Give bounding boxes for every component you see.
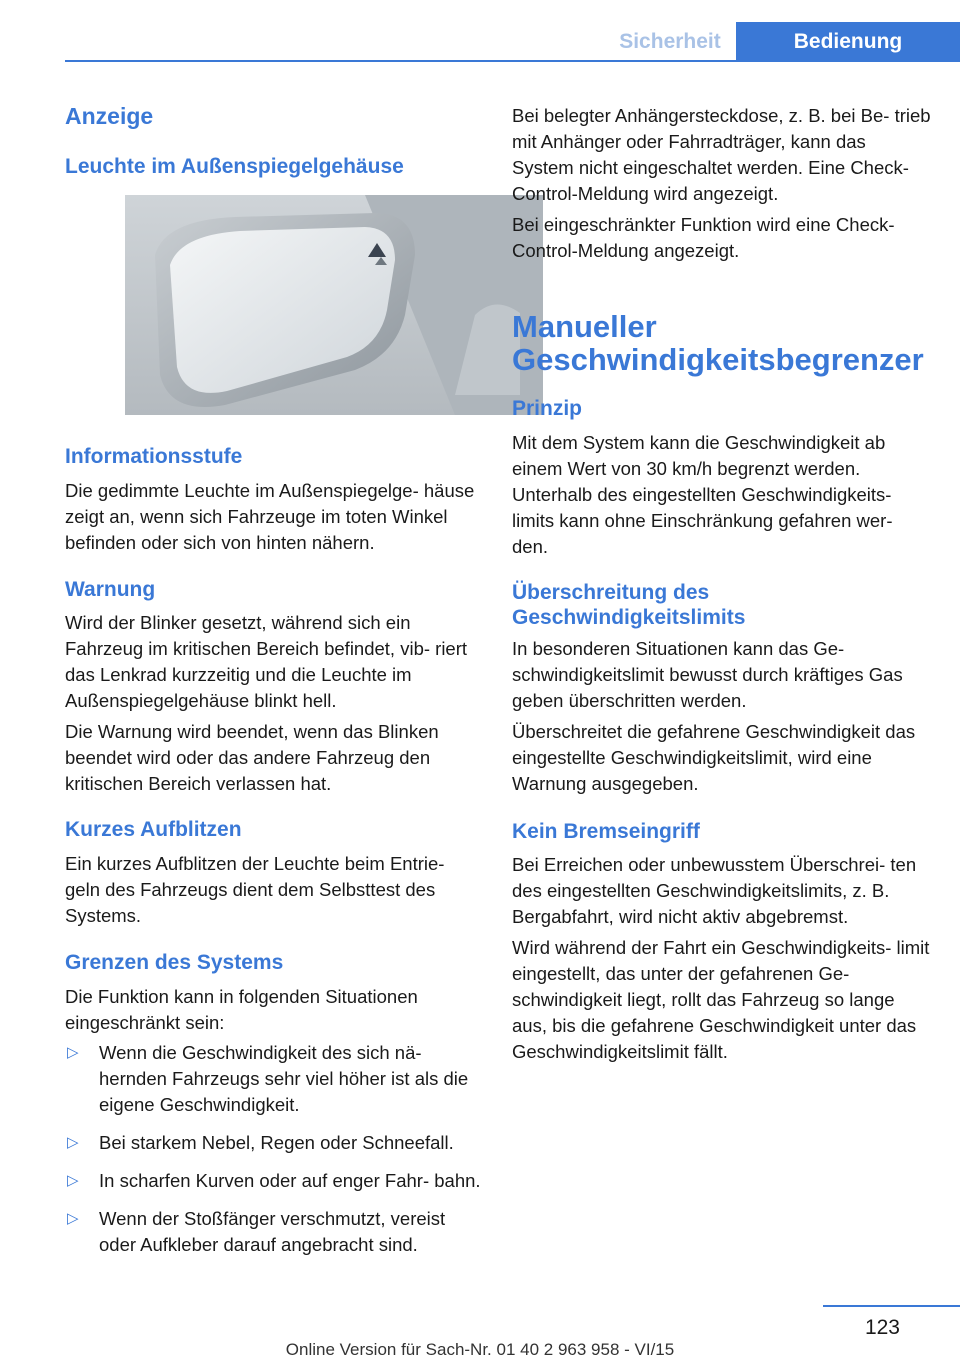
kein-bremseingriff-text-2: Wird während der Fahrt ein Geschwindigkeits‐ limit eingestellt, das unter der gefahrenen Ge‐ schwindigkeit liegt, rollt das Fahrzeug so lange aus, bis die gefahrene Geschwindigkeit unter das Geschwindigkeitslimit fällt.	[512, 937, 930, 1062]
triangle-bullet-icon: ▷	[67, 1134, 79, 1151]
warnung-text-2: Die Warnung wird beendet, wenn das Blinken beendet wird oder das andere Fahrzeug den kritischen Bereich verlassen hat.	[65, 721, 439, 794]
list-item: ▷ Wenn der Stoßfänger verschmutzt, vereist oder Aufkleber darauf angebracht sind.	[67, 1208, 446, 1255]
triangle-bullet-icon: ▷	[67, 1210, 79, 1227]
triangle-bullet-icon: ▷	[67, 1172, 79, 1189]
page-header	[65, 22, 960, 62]
tab-sicherheit[interactable]: Sicherheit	[619, 30, 721, 53]
heading-grenzen: Grenzen des Systems	[65, 951, 284, 974]
subheading-leuchte: Leuchte im Außenspiegelgehäuse	[65, 155, 404, 178]
heading-prinzip: Prinzip	[512, 397, 583, 420]
heading-informationsstufe: Informationsstufe	[65, 445, 243, 468]
ueberschreitung-text-1: In besonderen Situationen kann das Ge‐ schwindigkeitslimit bewusst durch kräftiges Gas geben überschritten werden.	[512, 638, 903, 711]
bullet-list	[65, 1040, 483, 1258]
ueberschreitung-text-2: Überschreitet die gefahrene Geschwindigkeit das eingestellte Geschwindigkeitslimit, wird eine Warnung ausgegeben.	[512, 721, 916, 794]
eingeschraenkt-text: Bei eingeschränkter Funktion wird eine Check- Control-Meldung angezeigt.	[512, 214, 895, 261]
heading-ueberschreitung: Überschreitung des Geschwindigkeitslimits	[512, 581, 746, 629]
mirror-illustration	[125, 195, 543, 415]
grenzen-text: Die Funktion kann in folgenden Situationen eingeschränkt sein:	[65, 986, 418, 1033]
informationsstufe-text: Die gedimmte Leuchte im Außenspiegelge‐ häuse zeigt an, wenn sich Fahrzeuge im toten Winkel befinden oder sich von hinten nähern.	[65, 480, 475, 553]
heading-warnung: Warnung	[65, 578, 156, 601]
online-version-note: Online Version für Sach-Nr. 01 40 2 963 958 - VI/15	[285, 1340, 675, 1359]
list-item: ▷ In scharfen Kurven oder auf enger Fahr‐ bahn.	[65, 1168, 483, 1194]
page-number: 123	[864, 1316, 900, 1339]
tab-bedienung[interactable]: Bedienung	[736, 22, 960, 62]
kurzes-aufblitzen-text: Ein kurzes Aufblitzen der Leuchte beim Entrie‐ geln des Fahrzeugs dient dem Selbsttest des Systems.	[65, 853, 445, 926]
warnung-text-1: Wird der Blinker gesetzt, während sich ein Fahrzeug im kritischen Bereich befindet, vib‐ riert das Lenkrad kurzzeitig und die Leuchte im Außenspiegelgehäuse blinkt hell.	[65, 612, 468, 711]
triangle-bullet-icon: ▷	[67, 1044, 79, 1061]
prinzip-text: Mit dem System kann die Geschwindigkeit ab einem Wert von 30 km/h begrenzt werden. Unterhalb des eingestellten Geschwindigkeits‐ limits kann ohne Einschränkung gefahren wer‐ den.	[512, 432, 893, 557]
list-item: ▷ Bei starkem Nebel, Regen oder Schneefall.	[65, 1130, 483, 1156]
header-divider	[65, 60, 960, 62]
anhaenger-text: Bei belegter Anhängersteckdose, z. B. bei Be‐ trieb mit Anhänger oder Fahrradträger, kann das System nicht eingeschaltet werden. Eine Check-Control-Meldung wird angezeigt.	[512, 105, 931, 204]
kein-bremseingriff-text-1: Bei Erreichen oder unbewusstem Überschrei‐ ten des eingestellten Geschwindigkeitslimits, z. B. Bergabfahrt, wird nicht aktiv abgebremst.	[512, 854, 917, 927]
footer-divider	[823, 1305, 960, 1307]
heading-kurzes-aufblitzen: Kurzes Aufblitzen	[65, 818, 242, 841]
list-item: ▷ Wenn die Geschwindigkeit des sich nä‐ hernden Fahrzeugs sehr viel höher ist als die eigene Geschwindigkeit.	[67, 1042, 469, 1115]
section-heading-anzeige: Anzeige	[65, 103, 154, 129]
heading-kein-bremseingriff: Kein Bremseingriff	[512, 820, 700, 843]
heading-manueller-geschwindigkeitsbegrenzer: Manueller Geschwindigkeitsbegrenzer	[512, 309, 924, 377]
